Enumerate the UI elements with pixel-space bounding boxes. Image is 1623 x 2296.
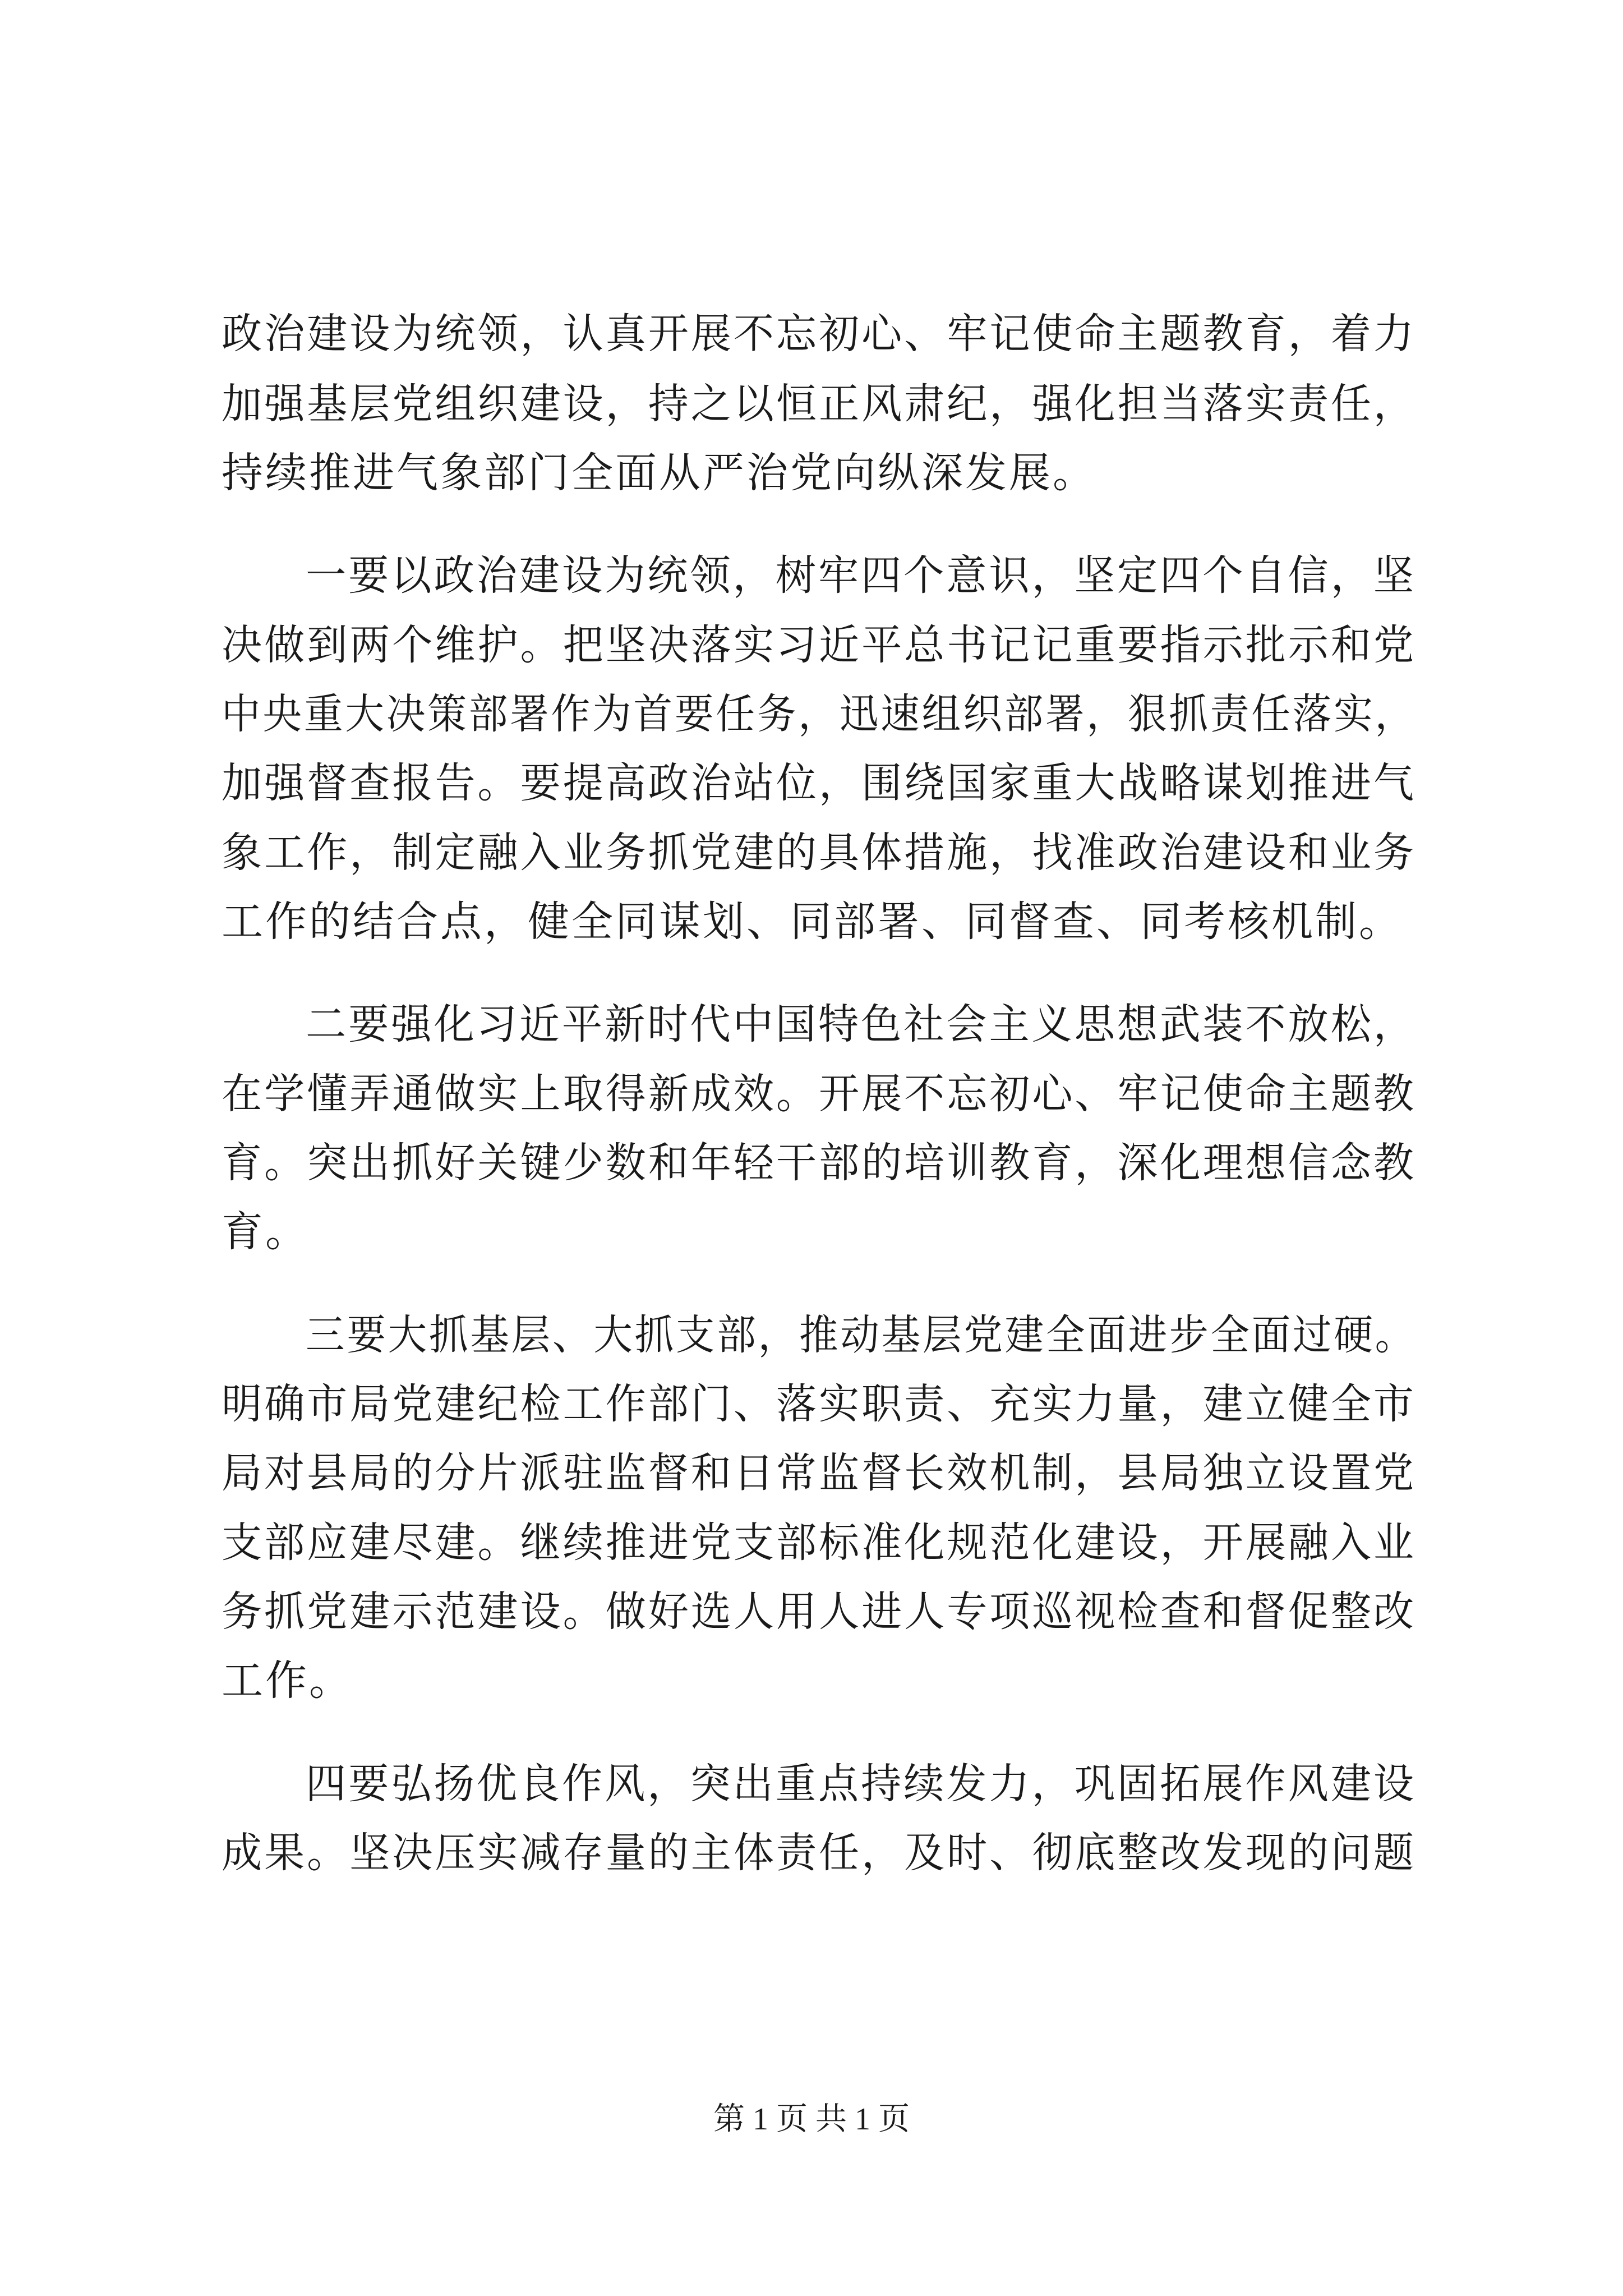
paragraph-first-line: 一要以政治建设为统领，树牢四个意识，坚定四个自信，坚 (306, 551, 1416, 600)
text-line: 决做到两个维护。把坚决落实习近平总书记记重要指示批示和党 (222, 621, 1416, 669)
text-line: 支部应建尽建。继续推进党支部标准化规范化建设，开展融入业 (222, 1519, 1416, 1567)
text-line: 局对县局的分片派驻监督和日常监督长效机制，县局独立设置党 (222, 1449, 1416, 1497)
paragraph-first-line: 二要强化习近平新时代中国特色社会主义思想武装不放松， (306, 1000, 1416, 1048)
text-line: 在学懂弄通做实上取得新成效。开展不忘初心、牢记使命主题教 (222, 1070, 1416, 1118)
paragraph-first-line: 四要弘扬优良作风，突出重点持续发力，巩固拓展作风建设 (306, 1760, 1416, 1808)
text-line: 工作。 (222, 1657, 353, 1705)
text-line: 明确市局党建纪检工作部门、落实职责、充实力量，建立健全市 (222, 1380, 1416, 1428)
text-line: 加强督查报告。要提高政治站位，围绕国家重大战略谋划推进气 (222, 759, 1416, 807)
text-line: 育。 (222, 1208, 309, 1256)
text-line: 育。突出抓好关键少数和年轻干部的培训教育，深化理想信念教 (222, 1139, 1416, 1187)
text-line: 政治建设为统领，认真开展不忘初心、牢记使命主题教育，着力 (222, 310, 1416, 358)
text-line: 工作的结合点，健全同谋划、同部署、同督查、同考核机制。 (222, 898, 1403, 946)
text-line: 中央重大决策部署作为首要任务，迅速组织部署，狠抓责任落实， (222, 690, 1416, 738)
page-number-footer: 第 1 页 共 1 页 (713, 2102, 910, 2137)
text-line: 加强基层党组织建设，持之以恒正风肃纪，强化担当落实责任， (222, 380, 1416, 428)
text-line: 务抓党建示范建设。做好选人用人进人专项巡视检查和督促整改 (222, 1588, 1416, 1636)
text-line: 象工作，制定融入业务抓党建的具体措施，找准政治建设和业务 (222, 829, 1416, 877)
text-line: 成果。坚决压实减存量的主体责任，及时、彻底整改发现的问题 (222, 1829, 1416, 1877)
text-line: 持续推进气象部门全面从严治党向纵深发展。 (222, 449, 1096, 497)
paragraph-first-line: 三要大抓基层、大抓支部，推动基层党建全面进步全面过硬。 (306, 1311, 1416, 1359)
